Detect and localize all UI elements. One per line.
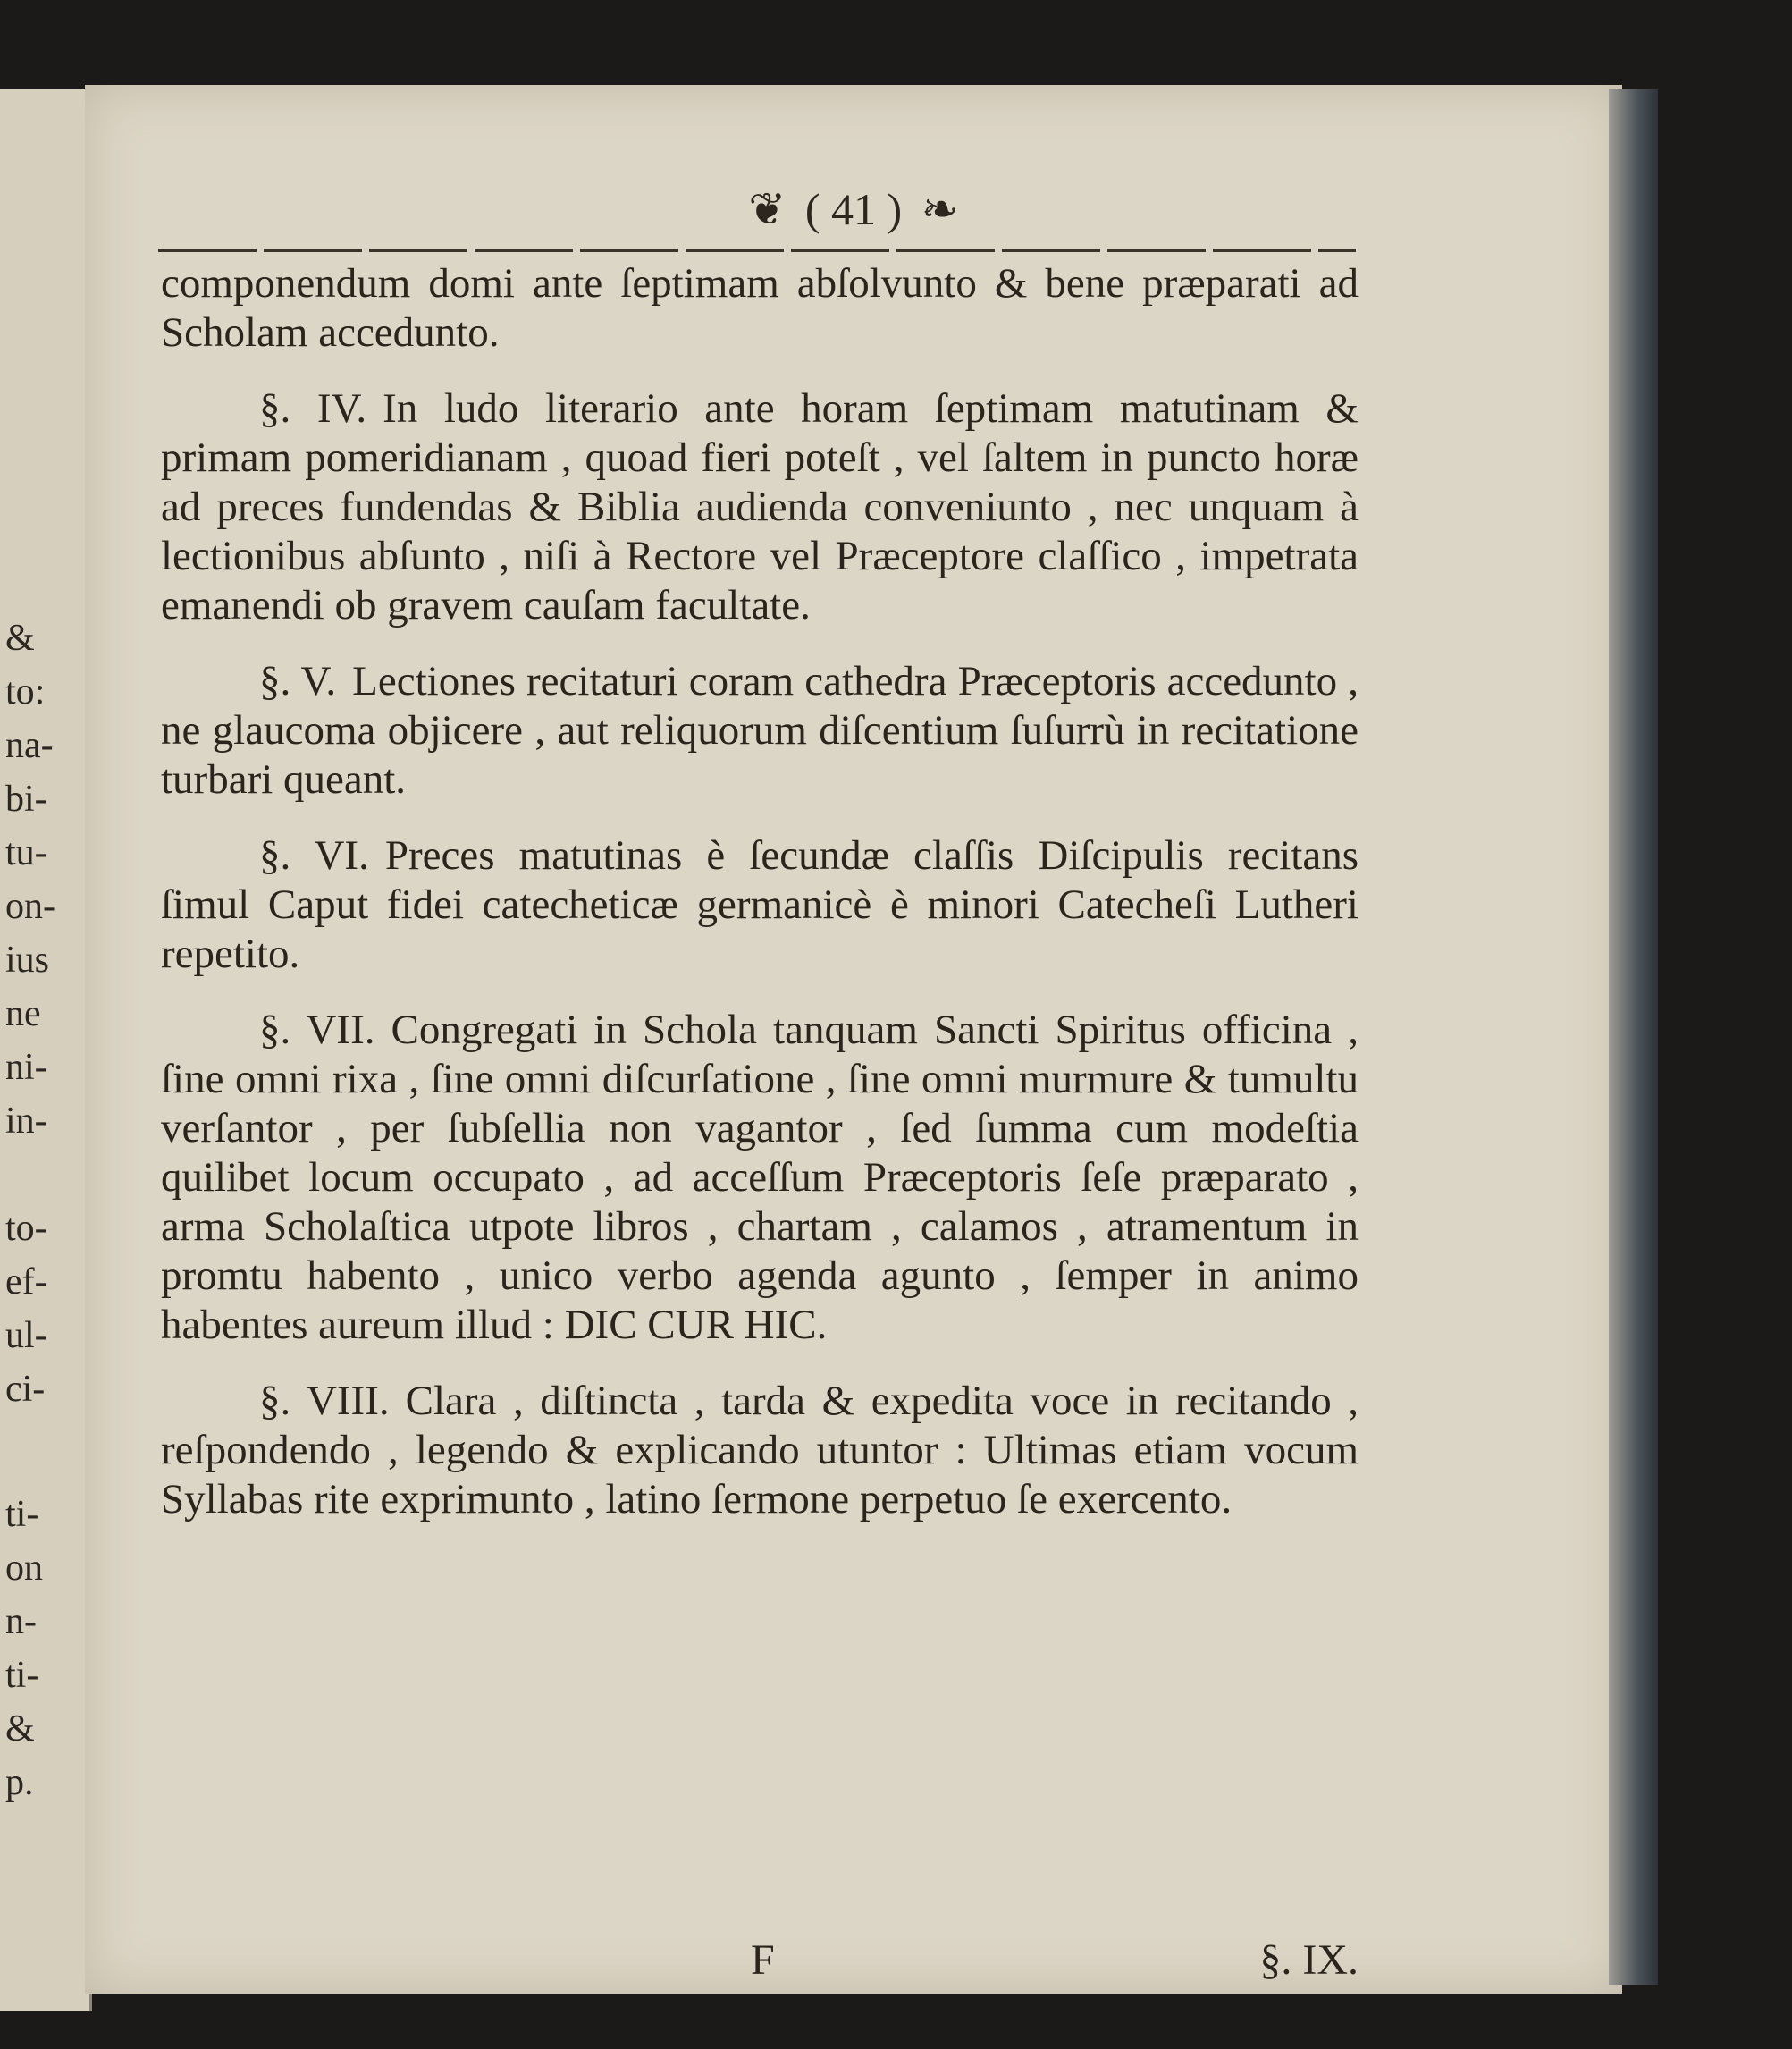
body-text xyxy=(161,259,1359,1524)
paragraph-text: Congregati in Schola tanquam Sancti Spiritus officina , ſine omni rixa , ſine omni diſcurſatione , ſine omni murmure & tumultu verſantor , per ſubſellia non vagantor , ſed ſumma cum modeſtia quilibet locum occupato , ad acceſſum Præceptoris ſeſe præparato , arma Scholaſtica utpote libros , chartam , calamos , atramentum in promtu habento , unico verbo agenda agunto , ſemper in animo habentes aureum illud : DIC CUR HIC. xyxy=(161,1007,1359,1348)
signature-mark: F xyxy=(751,1936,775,1984)
section-number: §. VII. xyxy=(259,1007,375,1053)
book-page xyxy=(85,85,1622,1994)
section-7 xyxy=(161,1006,1359,1350)
facing-page-fragment: p. xyxy=(5,1762,34,1803)
facing-page-fragment: ti- xyxy=(5,1655,39,1696)
facing-page-edge xyxy=(0,89,92,2011)
paragraph-continuation xyxy=(161,259,1359,358)
facing-page-fragment: on- xyxy=(5,886,55,927)
right-ornament-icon: ❧ xyxy=(921,184,959,234)
facing-page-fragment: & xyxy=(5,1708,35,1750)
left-ornament-icon: ❦ xyxy=(748,184,787,234)
facing-page-fragment: tu- xyxy=(5,832,47,873)
facing-page-fragment: ef- xyxy=(5,1261,47,1303)
section-number: §. V. xyxy=(259,658,337,704)
section-number: §. VI. xyxy=(259,832,369,879)
section-5 xyxy=(161,657,1359,805)
paragraph-text: componendum domi ante ſeptimam abſolvunto & bene præparati ad Scholam accedunto. xyxy=(161,260,1359,356)
facing-page-fragment: to: xyxy=(5,671,46,713)
facing-page-fragment: ul- xyxy=(5,1315,47,1356)
section-number: §. IV. xyxy=(259,385,367,432)
paragraph-text: Clara , diſtincta , tarda & expedita voce in recitando , reſpondendo , legendo & explicando utuntor : Ultimas etiam vocum Syllabas rite exprimunto , latino ſermone perpetuo ſe exercento. xyxy=(161,1378,1359,1522)
paragraph-text: Preces matutinas è ſecundæ claſſis Diſcipulis recitans ſimul Caput fidei catecheticæ germanicè è minori Catecheſi Lutheri repetito. xyxy=(161,832,1359,977)
facing-page-fragment: ci- xyxy=(5,1369,46,1410)
paragraph-text: Lectiones recitaturi coram cathedra Præceptoris accedunto , ne glaucoma objicere , aut reliquorum diſcentium ſuſurrù in recitatione turbari queant. xyxy=(161,658,1359,803)
facing-page-fragment: ti- xyxy=(5,1494,39,1535)
book-binding xyxy=(1609,89,1658,1985)
facing-page-fragment: ne xyxy=(5,993,41,1034)
header-rule xyxy=(158,249,1356,252)
facing-page-fragment: ni- xyxy=(5,1047,47,1088)
facing-page-fragment: na- xyxy=(5,725,54,766)
facing-page-fragment: bi- xyxy=(5,779,47,820)
paragraph-text: In ludo literario ante horam ſeptimam matutinam & primam pomeridianam , quoad fieri poteſt , vel ſaltem in puncto horæ ad preces fundendas & Biblia audienda conveniunto , nec unquam à lectionibus abſunto , niſi à Rectore vel Præceptore claſſico , impetrata emanendi ob gravem cauſam facultate. xyxy=(161,385,1359,628)
facing-page-fragment: in- xyxy=(5,1100,47,1142)
section-number: §. VIII. xyxy=(259,1378,390,1424)
section-8 xyxy=(161,1377,1359,1524)
facing-page-fragment: & xyxy=(5,618,35,659)
section-4 xyxy=(161,384,1359,630)
section-6 xyxy=(161,831,1359,979)
facing-page-fragment: to- xyxy=(5,1208,47,1249)
running-header xyxy=(85,183,1622,235)
facing-page-fragment: ius xyxy=(5,940,50,981)
catchword: §. IX. xyxy=(1259,1936,1359,1984)
page-footer xyxy=(161,1935,1359,1989)
facing-page-fragment: n- xyxy=(5,1601,37,1642)
page-number: ( 41 ) xyxy=(804,184,903,234)
facing-page-fragment: on xyxy=(5,1547,43,1589)
